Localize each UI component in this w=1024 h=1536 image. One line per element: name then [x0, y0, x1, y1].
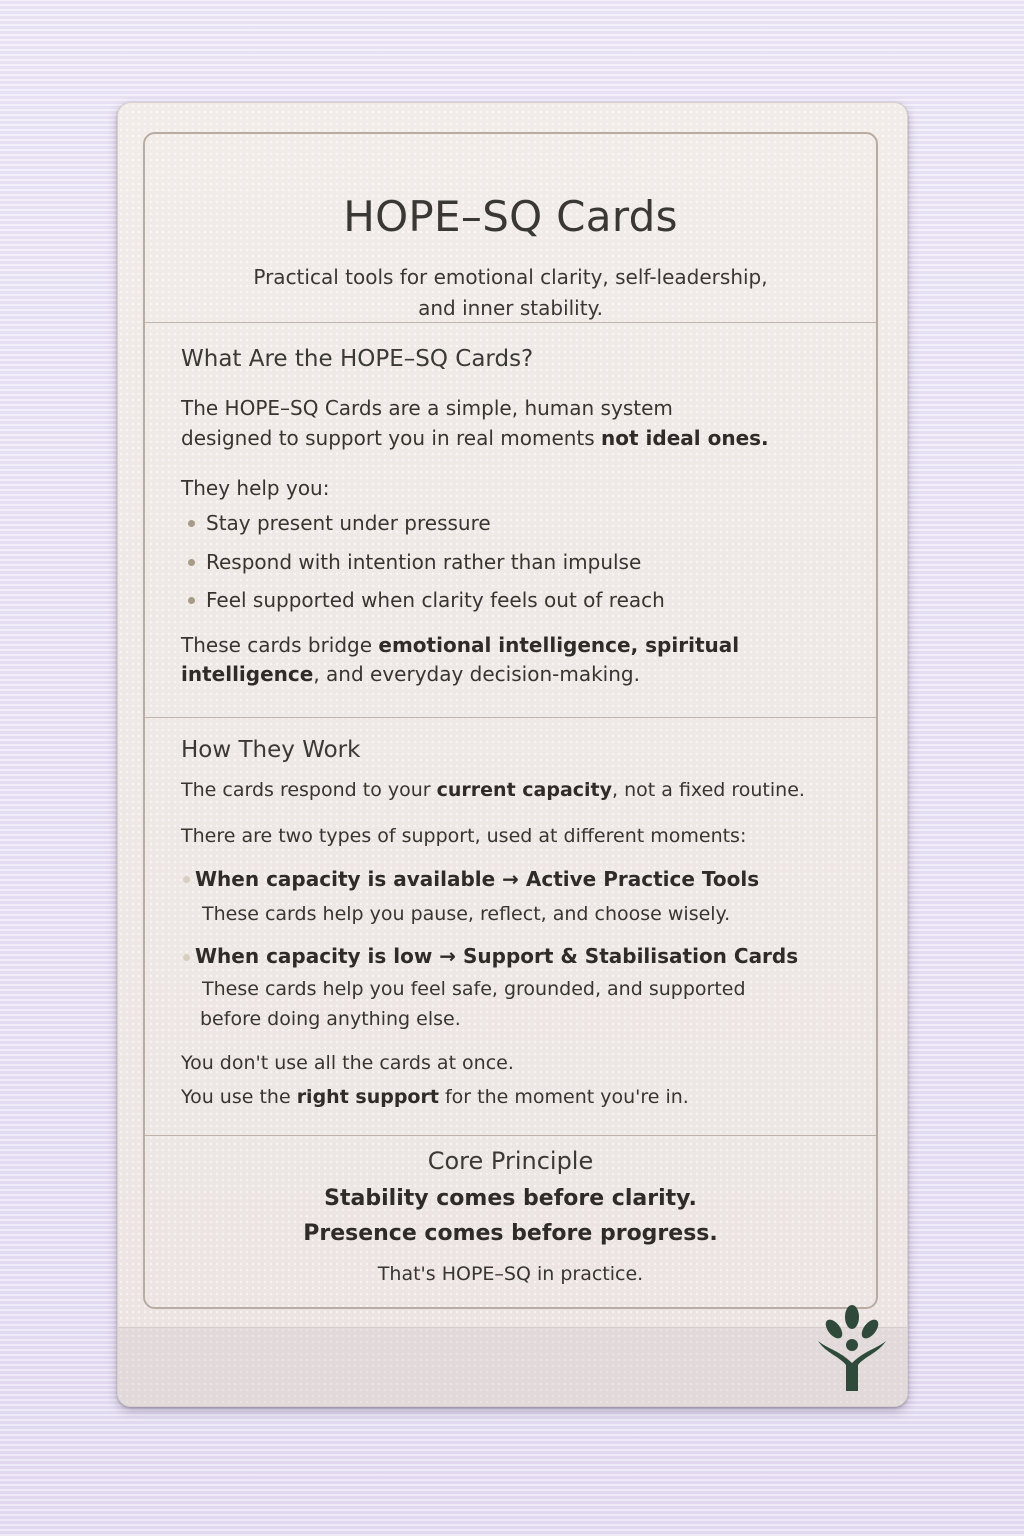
bridge-emphasis: intelligence: [181, 662, 314, 686]
what-bridge-line-2: [181, 662, 640, 686]
what-paragraph-line-1: The HOPE–SQ Cards are a simple, human system: [181, 396, 673, 420]
principle-heading: Core Principle: [427, 1147, 594, 1175]
closing-text: for the moment you're in.: [438, 1086, 689, 1108]
bullet-dot: [183, 876, 190, 883]
divider: [145, 322, 876, 323]
bridge-text: These cards bridge: [181, 633, 379, 657]
bullet-dot: [188, 597, 195, 604]
bullet-item: Stay present under pressure: [206, 511, 491, 535]
principle-line-3: That's HOPE–SQ in practice.: [377, 1263, 644, 1285]
card-footer-band: [118, 1327, 907, 1406]
page-title: HOPE–SQ Cards: [343, 192, 678, 241]
how-paragraph-1: [181, 779, 805, 801]
divider: [145, 717, 876, 718]
hope-sq-card: [117, 102, 908, 1407]
bridge-emphasis: emotional intelligence, spiritual: [378, 633, 740, 657]
support-type-stabilisation-desc-1: These cards help you feel safe, grounded, and supported: [202, 978, 746, 1000]
support-type-active-desc: These cards help you pause, reflect, and choose wisely.: [202, 903, 731, 925]
principle-line-2: Presence comes before progress.: [303, 1221, 718, 1246]
what-lead: They help you:: [181, 476, 330, 500]
section-heading-how: How They Work: [181, 737, 361, 763]
bridge-text: , and everyday decision-making.: [313, 662, 640, 686]
bullet-item: Feel supported when clarity feels out of reach: [206, 588, 665, 612]
subtitle-line-2: and inner stability.: [418, 296, 603, 320]
how-closing-line-1: You don't use all the cards at once.: [181, 1052, 514, 1074]
principle-line-1: Stability comes before clarity.: [324, 1186, 697, 1211]
card-inner-frame: [143, 132, 878, 1309]
how-emphasis: current capacity: [436, 779, 613, 801]
bullet-dot: [188, 520, 195, 527]
what-paragraph-emphasis: not ideal ones.: [601, 426, 769, 450]
support-type-active-title: When capacity is available → Active Practice Tools: [195, 867, 760, 891]
what-bridge-line-1: [181, 633, 739, 657]
closing-emphasis: right support: [296, 1086, 439, 1108]
what-paragraph-text: designed to support you in real moments: [181, 426, 602, 450]
sprout-person-icon: [812, 1303, 892, 1393]
closing-text: You use the: [181, 1086, 297, 1108]
support-type-stabilisation-title: When capacity is low → Support & Stabilisation Cards: [195, 944, 799, 968]
divider: [145, 1135, 876, 1136]
how-text: The cards respond to your: [181, 779, 437, 801]
how-paragraph-2: There are two types of support, used at different moments:: [181, 825, 747, 847]
subtitle-line-1: Practical tools for emotional clarity, self-leadership,: [253, 265, 768, 289]
support-type-stabilisation-desc-2: before doing anything else.: [200, 1008, 461, 1030]
bullet-dot: [188, 559, 195, 566]
how-closing-line-2: [181, 1086, 689, 1108]
bullet-dot: [183, 954, 190, 961]
how-text: , not a fixed routine.: [612, 779, 805, 801]
section-heading-what: What Are the HOPE–SQ Cards?: [181, 346, 534, 372]
what-paragraph-line-2: [181, 426, 769, 450]
bullet-item: Respond with intention rather than impulse: [206, 550, 642, 574]
